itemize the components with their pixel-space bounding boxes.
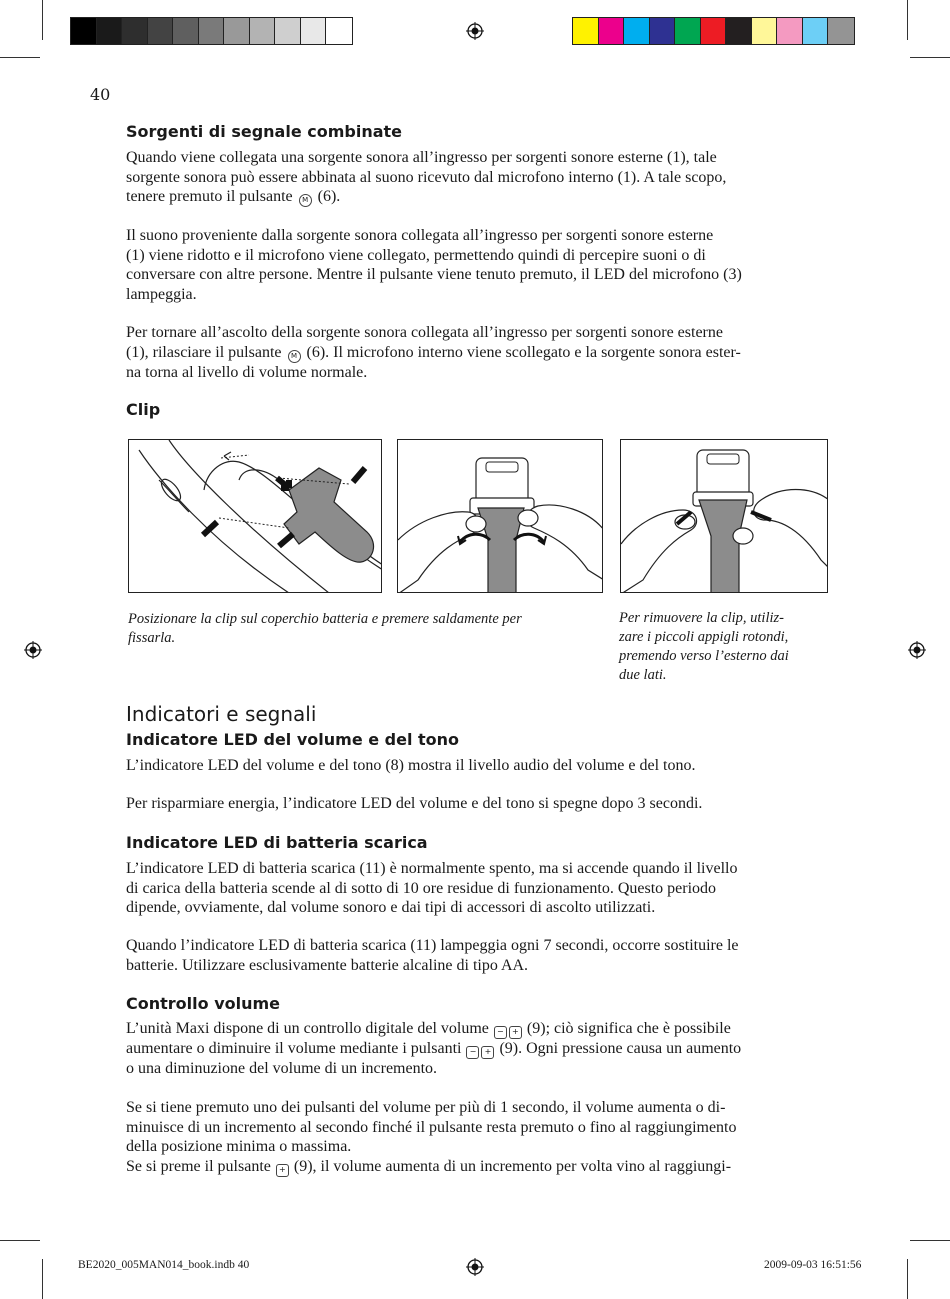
text-fragment: (9); ciò significa che è possibile	[526, 1020, 731, 1037]
crop-mark	[0, 1240, 40, 1241]
text-fragment: (6).	[317, 188, 341, 205]
section-heading-indicators: Indicatori e segnali	[126, 702, 317, 726]
color-swatch	[97, 18, 123, 44]
text-fragment: (9), il volume aumenta di un incremento per volta vino al raggiungi-	[293, 1157, 732, 1175]
section-heading-combined-sources: Sorgenti di segnale combinate	[126, 122, 403, 141]
text-line: Se si tiene premuto uno dei pulsanti del volume per più di 1 secondo, il volume aumenta o di-	[126, 1099, 726, 1116]
crop-mark	[907, 0, 908, 40]
clip-attach-drawing	[129, 440, 382, 593]
text-fragment: tenere premuto il pulsante	[126, 188, 293, 205]
text-line: batterie. Utilizzare esclusivamente batterie alcaline di tipo AA.	[126, 956, 529, 974]
caption-clip-attach	[128, 610, 598, 648]
color-swatch	[675, 18, 701, 44]
paragraph-combined-2	[126, 226, 836, 304]
text-line: Quando l’indicatore LED di batteria scarica (11) lampeggia ogni 7 secondi, occorre sostituire le	[126, 937, 739, 954]
clip-press-drawing	[398, 440, 603, 593]
crop-mark	[0, 57, 40, 58]
color-swatch	[275, 18, 301, 44]
crop-mark	[42, 0, 43, 40]
text-line: Quando viene collegata una sorgente sonora all’ingresso per sorgenti sonore esterne (1), tale	[126, 149, 717, 166]
volume-up-icon: +	[276, 1164, 289, 1177]
paragraph-battery-led-2	[126, 936, 846, 975]
section-heading-clip: Clip	[126, 400, 161, 419]
subheading-volume-control: Controllo volume	[126, 994, 281, 1013]
color-swatch	[122, 18, 148, 44]
color-swatch	[599, 18, 625, 44]
color-swatch	[148, 18, 174, 44]
caption-line: Per rimuovere la clip, utiliz-	[619, 610, 784, 626]
text-line: sorgente sonora può essere abbinata al suono ricevuto dal microfono interno (1). A tale scopo,	[126, 168, 727, 186]
color-swatch	[752, 18, 778, 44]
volume-down-icon: −	[494, 1026, 507, 1039]
illustration-clip-remove	[620, 439, 828, 593]
text-fragment: Se si preme il pulsante	[126, 1157, 271, 1175]
footer-file-info: BE2020_005MAN014_book.indb 40	[78, 1259, 250, 1271]
text-line: na torna al livello di volume normale.	[126, 363, 368, 381]
crop-mark	[42, 1259, 43, 1299]
text-line	[126, 1039, 846, 1059]
volume-up-icon: +	[481, 1046, 494, 1059]
registration-mark-icon	[466, 22, 484, 40]
text-line: minuisce di un incremento al secondo finché il pulsante resta premuto o fino al raggiungimento	[126, 1118, 737, 1136]
crop-mark	[910, 57, 950, 58]
color-swatch	[71, 18, 97, 44]
mic-button-icon: M	[299, 194, 312, 207]
subheading-battery-led: Indicatore LED di batteria scarica	[126, 833, 428, 852]
registration-mark-icon	[24, 641, 42, 659]
page-number: 40	[90, 85, 111, 104]
color-swatch	[199, 18, 225, 44]
color-swatch	[624, 18, 650, 44]
caption-line: fissarla.	[128, 630, 176, 646]
crop-mark	[910, 1240, 950, 1241]
color-swatch	[828, 18, 854, 44]
paragraph-combined-3	[126, 323, 836, 382]
color-swatch	[701, 18, 727, 44]
text-line	[126, 1019, 846, 1039]
text-line: dipende, ovviamente, dal volume sonoro e dai tipi di accessori di ascolto utilizzati.	[126, 899, 656, 916]
paragraph-combined-1	[126, 148, 826, 207]
text-line: di carica della batteria scende al di sotto di 10 ore residue di funzionamento. Questo periodo	[126, 879, 717, 897]
color-swatch	[777, 18, 803, 44]
text-line: lampeggia.	[126, 285, 197, 303]
caption-line: due lati.	[619, 667, 667, 683]
text-line: della posizione minima o massima.	[126, 1138, 352, 1155]
paragraph-battery-led-1	[126, 859, 846, 918]
text-line	[126, 1157, 846, 1177]
clip-remove-drawing	[621, 440, 828, 593]
volume-down-icon: −	[466, 1046, 479, 1059]
text-line	[126, 343, 836, 363]
text-line: o una diminuzione del volume di un incremento.	[126, 1060, 438, 1077]
text-fragment: (6). Il microfono interno viene scollegato e la sorgente sonora ester-	[306, 343, 741, 361]
text-line: Per tornare all’ascolto della sorgente sonora collegata all’ingresso per sorgenti sonore esterne	[126, 324, 723, 341]
text-line: conversare con altre persone. Mentre il pulsante viene tenuto premuto, il LED del microfono (3)	[126, 266, 742, 283]
paragraph-volume-control-2	[126, 1098, 846, 1177]
subheading-volume-led: Indicatore LED del volume e del tono	[126, 730, 460, 749]
illustration-clip-attach	[128, 439, 382, 593]
caption-clip-remove	[619, 609, 829, 685]
illustration-clip-press	[397, 439, 603, 593]
color-swatch	[726, 18, 752, 44]
paragraph-volume-control-1	[126, 1019, 846, 1079]
text-line: Il suono proveniente dalla sorgente sonora collegata all’ingresso per sorgenti sonore esterne	[126, 227, 714, 244]
text-fragment: L’unità Maxi dispone di un controllo digitale del volume	[126, 1020, 489, 1037]
color-swatch	[803, 18, 829, 44]
text-line: L’indicatore LED di batteria scarica (11) è normalmente spento, ma si accende quando il livello	[126, 860, 738, 877]
grayscale-color-bar	[70, 17, 353, 45]
process-color-bar	[572, 17, 855, 45]
crop-mark	[907, 1259, 908, 1299]
volume-up-icon: +	[509, 1026, 522, 1039]
color-swatch	[326, 18, 352, 44]
text-fragment: (9). Ogni pressione causa un aumento	[499, 1040, 742, 1057]
mic-button-icon: M	[288, 350, 301, 363]
caption-line: Posizionare la clip sul coperchio batteria e premere saldamente per	[128, 611, 522, 627]
text-line: (1) viene ridotto e il microfono viene collegato, permettendo quindi di percepire suoni o di	[126, 246, 706, 264]
color-swatch	[224, 18, 250, 44]
color-swatch	[650, 18, 676, 44]
text-line	[126, 187, 826, 207]
registration-mark-icon	[908, 641, 926, 659]
caption-line: zare i piccoli appigli rotondi,	[619, 629, 789, 645]
footer-datetime: 2009-09-03 16:51:56	[764, 1259, 862, 1271]
text-fragment: aumentare o diminuire il volume mediante i pulsanti	[126, 1040, 462, 1057]
color-swatch	[573, 18, 599, 44]
paragraph-volume-led-2: Per risparmiare energia, l’indicatore LED del volume e del tono si spegne dopo 3 secondi.	[126, 795, 703, 812]
caption-line: premendo verso l’esterno dai	[619, 648, 789, 664]
color-swatch	[173, 18, 199, 44]
registration-mark-icon	[466, 1258, 484, 1276]
color-swatch	[250, 18, 276, 44]
color-swatch	[301, 18, 327, 44]
paragraph-volume-led-1: L’indicatore LED del volume e del tono (8) mostra il livello audio del volume e del tono.	[126, 757, 696, 774]
text-fragment: (1), rilasciare il pulsante	[126, 343, 282, 361]
